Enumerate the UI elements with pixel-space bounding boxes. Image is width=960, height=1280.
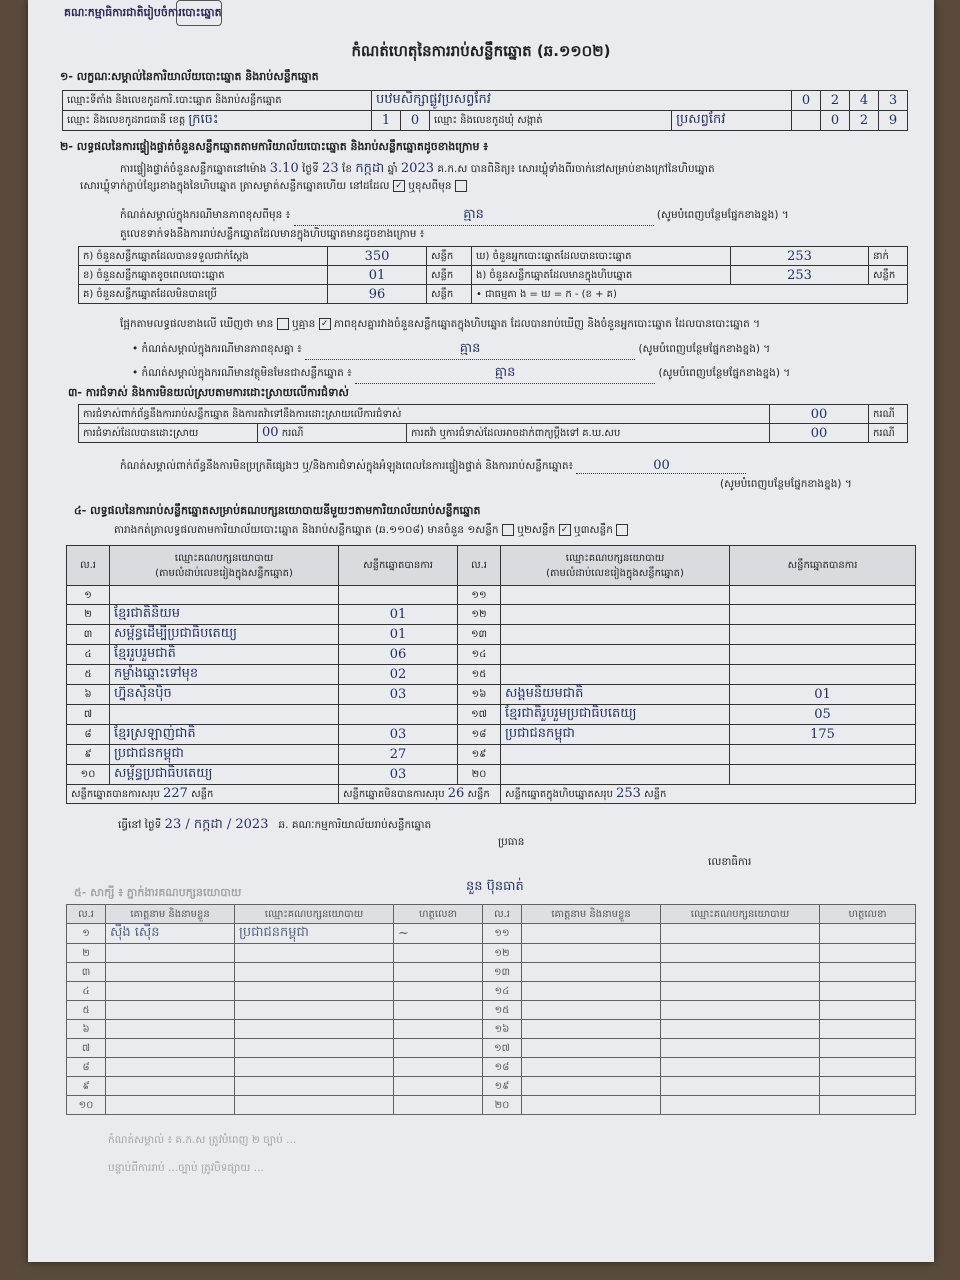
witness-name <box>522 924 661 944</box>
row-number: ១៧ <box>483 1039 522 1058</box>
party-votes: 05 <box>730 705 916 725</box>
station-value: បឋមសិក្សាផ្លូវប្រសព្វកែវ <box>372 91 792 111</box>
province-value: ក្រចេះ <box>188 112 219 127</box>
witness-signature: ~ <box>394 924 483 944</box>
table-row <box>67 586 916 605</box>
row-number: ៦ <box>67 1020 106 1039</box>
station-code-digit: 0 <box>792 91 821 111</box>
row-number: ៥ <box>67 665 110 685</box>
voters-value: 253 <box>731 247 869 266</box>
witness-party <box>235 1039 394 1058</box>
witness-party <box>235 982 394 1001</box>
footer-note-2: បន្ទាប់ពីការរាប់ ...ច្បាប់ ត្រូវបិទផ្សាយ ... <box>108 1162 264 1174</box>
has-difference-checkbox[interactable] <box>277 318 289 330</box>
party-name: សម្ព័ន្ធដើម្បីប្រជាធិបតេយ្យ <box>110 625 339 645</box>
witness-party <box>235 1077 394 1096</box>
witness-name <box>522 1096 661 1115</box>
row-number: ១៤ <box>458 645 501 665</box>
party-votes: 01 <box>339 605 458 625</box>
row-number: ១៣ <box>458 625 501 645</box>
witness-name <box>106 1077 235 1096</box>
row-number: ១១ <box>483 924 522 944</box>
witness-party <box>661 963 820 982</box>
witness-party <box>661 1077 820 1096</box>
verification-time-line: ការផ្ទៀងផ្ទាត់ចំនួនសន្លឹកឆ្នោតនៅម៉ោង 3.10 ថ្ងៃទី 23 ខែ កក្កដា ឆ្នាំ 2023 គ.ក.ស បានពិនិត្យ៖ សោរឃ្លុំទាំងពីរចាក់នៅសម្រាប់ខាងក្រៅនៃហិបឆ្នោត <box>120 161 715 176</box>
station-code-digit: 2 <box>821 91 850 111</box>
witness-party <box>235 1096 394 1115</box>
witness-signature <box>394 963 483 982</box>
table-intro: តួលេខទាក់ទងនឹងការរាប់សន្លឹកឆ្នោតដែលមានក្នុងហិបឆ្នោតមានដូចខាងក្រោម ៖ <box>120 228 425 240</box>
election-form-page <box>28 0 934 1262</box>
ministry-header: គណៈកម្មាធិការជាតិរៀបចំការបោះឆ្នោត <box>64 6 222 19</box>
difference-note: • កំណត់សម្គាល់ក្នុងករណីមានភាពខុសគ្នា ៖ គ្មាន (សូមបំពេញបន្ថែមផ្នែកខាងខ្នង) ។ <box>132 340 770 360</box>
witness-name <box>106 963 235 982</box>
row-number: ២០ <box>483 1096 522 1115</box>
commune-code-digit: 0 <box>821 111 850 131</box>
witness-signature <box>394 1039 483 1058</box>
party-name <box>501 625 730 645</box>
province-code-digit: 1 <box>372 111 401 131</box>
witness-signature <box>820 963 916 982</box>
row-number: ១៨ <box>483 1058 522 1077</box>
witness-signature <box>820 1058 916 1077</box>
party-name <box>501 586 730 605</box>
resolved-value: 00 <box>262 425 279 440</box>
witness-party <box>661 1058 820 1077</box>
party-votes <box>730 765 916 785</box>
party-votes: 03 <box>339 725 458 745</box>
witness-signature <box>394 1096 483 1115</box>
sheet-count-line: តារាងកត់ត្រាលទ្ធផលតាមការិយាល័យបោះឆ្នោត និងរាប់សន្លឹកឆ្នោត (ឆ.១១០៨) មានចំនួន ១សន្លឹក ឬ២សន្លឹក ✓ ឬ៣សន្លឹក <box>114 524 628 539</box>
row-number: ១២ <box>483 944 522 963</box>
two-sheets-checkbox[interactable]: ✓ <box>559 524 571 536</box>
unused-ballots-value: 96 <box>328 285 427 304</box>
unchanged-checkbox[interactable]: ✓ <box>393 180 405 192</box>
witness-row <box>67 1096 916 1115</box>
witness-party <box>235 1020 394 1039</box>
commune-code-digit: 2 <box>850 111 879 131</box>
party-votes: 01 <box>730 685 916 705</box>
commune-code-digit: 9 <box>879 111 908 131</box>
witness-name <box>106 1058 235 1077</box>
witness-party <box>661 1039 820 1058</box>
witness-name <box>522 944 661 963</box>
witness-row <box>67 1020 916 1039</box>
witness-row <box>67 982 916 1001</box>
commune-label: ឈ្មោះ និងលេខកូដឃុំ សង្កាត់ <box>430 111 672 131</box>
table-row <box>67 605 916 625</box>
party-votes: 06 <box>339 645 458 665</box>
secretary-label: លេខាធិការ <box>708 856 752 868</box>
table-row <box>67 725 916 745</box>
party-votes: 01 <box>339 625 458 645</box>
party-name <box>110 705 339 725</box>
party-name: ខ្មែរជាតិរួបរួមប្រជាធិបតេយ្យ <box>501 705 730 725</box>
witness-party <box>235 1058 394 1077</box>
party-name <box>501 665 730 685</box>
witness-party: ប្រជាជនកម្ពុជា <box>235 924 394 944</box>
witness-row <box>67 1039 916 1058</box>
irregularity-hint: (សូមបំពេញបន្ថែមផ្នែកខាងខ្នង) ។ <box>720 478 852 490</box>
witness-row <box>67 944 916 963</box>
witness-signature <box>394 944 483 963</box>
section3-heading: ៣- ការជំទាស់ និងការមិនយល់ស្របតាមការដោះស្រាយលើការជំទាស់ <box>68 386 349 399</box>
objections-value: 00 <box>770 405 869 424</box>
witness-name <box>522 1039 661 1058</box>
party-votes <box>730 586 916 605</box>
province-label: ឈ្មោះ និងលេខកូដរាជធានី ខេត្ត ក្រចេះ <box>63 111 372 131</box>
commune-value: ប្រសព្វកែវ <box>672 111 792 131</box>
row-number: ១០ <box>67 765 110 785</box>
witness-party <box>235 1001 394 1020</box>
row-number: ៣ <box>67 963 106 982</box>
party-name <box>110 586 339 605</box>
party-name: ខ្មែរជាតិនិយម <box>110 605 339 625</box>
party-votes <box>730 605 916 625</box>
row-number: ៨ <box>67 1058 106 1077</box>
witness-name <box>522 1077 661 1096</box>
station-code-digit: 4 <box>850 91 879 111</box>
witness-signature <box>394 1058 483 1077</box>
row-number: ៩ <box>67 1077 106 1096</box>
row-number: ១២ <box>458 605 501 625</box>
witness-name <box>106 982 235 1001</box>
table-row <box>67 745 916 765</box>
witness-name <box>522 982 661 1001</box>
row-number: ១៦ <box>483 1020 522 1039</box>
party-name: ខ្មែរស្រឡាញ់ជាតិ <box>110 725 339 745</box>
witness-signature <box>820 982 916 1001</box>
row-number: ៩ <box>67 745 110 765</box>
party-votes: 27 <box>339 745 458 765</box>
witness-party <box>661 1001 820 1020</box>
party-votes: 03 <box>339 685 458 705</box>
ballots-received-value: 350 <box>328 247 427 266</box>
section4-heading: ៤- លទ្ធផលនៃការរាប់សន្លឹកឆ្នោតសម្រាប់គណបក្សនយោបាយនីមួយៗតាមការិយាល័យរាប់សន្លឹកឆ្នោត <box>74 504 481 517</box>
row-number: ១៤ <box>483 982 522 1001</box>
irregularity-note: កំណត់សម្គាល់ពាក់ព័ន្ធនឹងការមិនប្រក្រតីផ្សេងៗ ឬ/និងការជំទាស់ក្នុងអំឡុងពេលនៃការផ្ទៀងផ្ទាត់ និងការរាប់សន្លឹកឆ្នោត៖ 00 <box>120 458 746 475</box>
witness-signature <box>820 924 916 944</box>
party-votes: 175 <box>730 725 916 745</box>
witness-name <box>106 944 235 963</box>
table-row <box>67 665 916 685</box>
table-row <box>67 765 916 785</box>
row-number: ៣ <box>67 625 110 645</box>
party-name <box>501 765 730 785</box>
party-name: កម្លាំងឆ្ពោះទៅមុខ <box>110 665 339 685</box>
row-number: ១០ <box>67 1096 106 1115</box>
table-row <box>67 625 916 645</box>
witness-party <box>661 1020 820 1039</box>
province-code-digit: 0 <box>401 111 430 131</box>
total-invalid: សន្លឹកឆ្នោតមិនបានការសរុប 26 សន្លឹក <box>339 785 501 804</box>
row-number: ៤ <box>67 982 106 1001</box>
party-votes: 02 <box>339 665 458 685</box>
row-number: ៦ <box>67 685 110 705</box>
witness-name <box>522 963 661 982</box>
witness-party <box>661 924 820 944</box>
table-row <box>67 705 916 725</box>
change-note-line: កំណត់សម្គាល់ក្នុងករណីមានភាពខុសពីមុន ៖ គ្មាន (សូមបំពេញបន្ថែមផ្នែកខាងខ្នង) ។ <box>120 206 789 226</box>
party-votes <box>730 645 916 665</box>
party-name: សម្ព័ន្ធប្រជាធិបតេយ្យ <box>110 765 339 785</box>
station-label: ឈ្មោះទីតាំង និងលេខកូដការិ.បោះឆ្នោត និងរាប់សន្លឹកឆ្នោត <box>63 91 372 111</box>
witness-party <box>661 982 820 1001</box>
witness-name <box>522 1001 661 1020</box>
row-number: ២០ <box>458 765 501 785</box>
party-votes <box>339 586 458 605</box>
witness-name <box>106 1039 235 1058</box>
witness-row <box>67 963 916 982</box>
row-number: ១៥ <box>483 1001 522 1020</box>
row-number: ៧ <box>67 1039 106 1058</box>
objection-table: ការជំទាស់ពាក់ព័ន្ធនឹងការរាប់សន្លឹកឆ្នោត និងការតវ៉ាទៅនឹងការដោះស្រាយលើការជំទាស់ 00 ករណី ការជំទាស់ដែលបានដោះស្រាយ 00 ករណី ការតវ៉ា ឬការជំទាស់ដែលអាចដាក់ពាក្យប្តឹងទៅ គ.ឃ.សប 00 ករណី <box>78 404 908 443</box>
section2-heading: ២- លទ្ធផលនៃការផ្ទៀងផ្ទាត់ចំនួនសន្លឹកឆ្នោតតាមការិយាល័យបោះឆ្នោត និងរាប់សន្លឹកឆ្នោតដូចខាងក្រោម ៖ <box>60 140 489 153</box>
witness-signature <box>820 1001 916 1020</box>
witness-party <box>235 963 394 982</box>
party-name: ប្រជាជនកម្ពុជា <box>110 745 339 765</box>
witness-party <box>235 944 394 963</box>
party-name: ហ្វ៊ុនស៊ិនប៉ិច <box>110 685 339 705</box>
no-difference-checkbox[interactable]: ✓ <box>319 318 331 330</box>
witness-name <box>522 1058 661 1077</box>
party-votes: 03 <box>339 765 458 785</box>
difference-line: ផ្អែកតាមលទ្ធផលខាងលើ ឃើញថា មាន ឬគ្មាន ✓ ភាពខុសគ្នារវាងចំនួនសន្លឹកឆ្នោតក្នុងហិបឆ្នោត ដែលបានរាប់ឃើញ និងចំនួនអ្នកបោះឆ្នោត ដែលបានបោះឆ្នោត ។ <box>120 318 761 330</box>
row-number: ១៣ <box>483 963 522 982</box>
witness-signature <box>394 1001 483 1020</box>
witness-name <box>522 1020 661 1039</box>
witness-name: ស៊ឹង ស៊ើន <box>106 924 235 944</box>
witness-name <box>106 1001 235 1020</box>
party-name <box>501 605 730 625</box>
row-number: ២ <box>67 605 110 625</box>
party-votes <box>730 625 916 645</box>
row-number: ១ <box>67 924 106 944</box>
witness-party <box>661 944 820 963</box>
witness-row <box>67 1077 916 1096</box>
one-sheet-checkbox[interactable] <box>502 524 514 536</box>
footer-note-1: កំណត់សម្គាល់ ៖ គ.ក.ស ត្រូវបំពេញ ២ ច្បាប់ ... <box>108 1134 297 1146</box>
foreign-object-note: • កំណត់សម្គាល់ក្នុងករណីមានវត្ថុមិនមែនជាសន្លឹកឆ្នោត ៖ គ្មាន (សូមបំពេញបន្ថែមផ្នែកខាងខ្នង) ។ <box>132 364 790 384</box>
witness-signature <box>820 1096 916 1115</box>
party-votes <box>730 665 916 685</box>
witness-row <box>67 1058 916 1077</box>
witness-signature <box>394 1020 483 1039</box>
made-at-line: ធ្វើនៅ ថ្ងៃទី 23 / កក្កដា / 2023 ឆ. គណៈកម្មការិយាល័យរាប់សន្លឹកឆ្នោត <box>118 817 432 832</box>
row-number: ១៨ <box>458 725 501 745</box>
witness-name <box>106 1096 235 1115</box>
section5-heading: ៥- សាក្សី ៖ ភ្នាក់ងារគណបក្សនយោបាយ <box>74 886 242 899</box>
total-in-box: សន្លឹកឆ្នោតក្នុងហិបឆ្នោតសរុប 253 សន្លឹក <box>501 785 916 804</box>
party-name <box>501 645 730 665</box>
row-number: ៧ <box>67 705 110 725</box>
witness-name <box>106 1020 235 1039</box>
total-valid: សន្លឹកឆ្នោតបានការសរុប 227 សន្លឹក <box>67 785 339 804</box>
party-votes <box>730 745 916 765</box>
ballots-in-box-value: 253 <box>731 266 869 285</box>
three-sheets-checkbox[interactable] <box>616 524 628 536</box>
witness-signature <box>820 1077 916 1096</box>
row-number: ៨ <box>67 725 110 745</box>
witness-party <box>661 1096 820 1115</box>
witness-signature <box>394 1077 483 1096</box>
party-votes <box>339 705 458 725</box>
party-name: ខ្មែររួបរួមជាតិ <box>110 645 339 665</box>
seal-check-line: សោរឃ្លុំទាក់ភ្ជាប់ខ្សែរខាងក្នុងនៃហិបឆ្នោត ត្រាសម្ងាត់សន្លឹកឆ្នោតហើយ នៅដដែល ✓ ឬខុសពីមុន <box>80 180 467 195</box>
table-row <box>67 685 916 705</box>
row-number: ១៧ <box>458 705 501 725</box>
row-number: ៥ <box>67 1001 106 1020</box>
party-name <box>501 745 730 765</box>
form-title: កំណត់ហេតុនៃការរាប់សន្លឹកឆ្នោត (ឆ.១១០២) <box>351 42 611 60</box>
table-row <box>67 645 916 665</box>
ballot-count-table: ក) ចំនួនសន្លឹកឆ្នោតដែលបានទទួលជាក់ស្តែង 350 សន្លឹក ឃ) ចំនួនអ្នកបោះឆ្នោតដែលបានបោះឆ្នោត 253 នាក់ ខ) ចំនួនសន្លឹកឆ្នោតខូចពេលបោះឆ្នោត 01 សន្លឹក ង) ចំនួនសន្លឹកឆ្នោតដែលមានក្នុងហិបឆ្នោត 253 សន្លឹក គ) ចំនួនសន្លឹកឆ្នោតដែលមិនបានប្រើ 96 សន្លឹក • ជាធម្មតា ង = ឃ = ក - (ខ + គ) <box>78 246 908 304</box>
party-results-table: ល.រ ឈ្មោះគណបក្សនយោបាយ (តាមលំដាប់លេខរៀងក្នុងសន្លឹកឆ្នោត) សន្លឹកឆ្នោតបានការ ល.រ ឈ្មោះគណបក្សនយោបាយ (តាមលំដាប់លេខរៀងក្នុងសន្លឹកឆ្នោត) សន្លឹកឆ្នោតបានការ ១ ១១ ២ ខ្មែរជាតិនិយម 01 ១២ ៣ សម្ព័ន្ធដើម្បីប្រជាធិបតេយ្យ 01 ១៣ ៤ ខ្មែររួបរួមជាតិ 06 ១៤ ៥ កម្លាំងឆ្ពោះទៅមុខ 02 ១៥ ៦ ហ្វ៊ុនស៊ិនប៉ិច 03 ១៦ សង្គមនិយមជាតិ 01 ៧ ១៧ ខ្មែរជាតិរួបរួមប្រជាធិបតេយ្យ 05 ៨ ខ្មែរស្រឡាញ់ជាតិ 03 ១៨ ប្រជាជនកម្ពុជា 175 ៩ ប្រជាជនកម្ពុជា 27 ១៩ ១០ សម្ព័ន្ធប្រជាធិបតេយ្យ 03 ២០ សន្លឹកឆ្នោតបានការសរុប 227 សន្លឹក សន្លឹកឆ្នោតមិនបានការសរុប 26 សន្លឹក សន្លឹកឆ្នោតក្នុងហិបឆ្នោតសរុប 253 សន្លឹក <box>66 545 916 804</box>
witness-signature <box>394 982 483 1001</box>
row-number: ១៩ <box>458 745 501 765</box>
chief-label: ប្រធាន <box>498 836 525 848</box>
section1-heading: ១- លក្ខណៈសម្គាល់នៃការិយាល័យបោះឆ្នោត និងរាប់សន្លឹកឆ្នោត <box>60 70 319 83</box>
row-number: ១ <box>67 586 110 605</box>
changed-checkbox[interactable] <box>455 180 467 192</box>
row-number: ៤ <box>67 645 110 665</box>
row-number: ១៥ <box>458 665 501 685</box>
section1-table <box>62 90 908 131</box>
row-number: ១៦ <box>458 685 501 705</box>
station-code-digit: 3 <box>879 91 908 111</box>
appeal-value: 00 <box>770 424 869 443</box>
formula: • ជាធម្មតា ង = ឃ = ក - (ខ + គ) <box>472 285 908 304</box>
row-number: ១៩ <box>483 1077 522 1096</box>
witness-row <box>67 924 916 944</box>
witness-row <box>67 1001 916 1020</box>
witness-signature <box>820 1039 916 1058</box>
party-name: សង្គមនិយមជាតិ <box>501 685 730 705</box>
witness-table: ល.រ គោត្តនាម និងនាមខ្លួន ឈ្មោះគណបក្សនយោបាយ ហត្ថលេខា ល.រ គោត្តនាម និងនាមខ្លួន ឈ្មោះគណបក្សនយោបាយ ហត្ថលេខា ១ ស៊ឹង ស៊ើន ប្រជាជនកម្ពុជា ~ ១១ ២ ១២ ៣ ១៣ ៤ ១៤ ៥ ១៥ ៦ ១៦ ៧ ១៧ ៨ ១៨ ៩ ១៩ ១០ ២០ <box>66 904 916 1115</box>
party-name: ប្រជាជនកម្ពុជា <box>501 725 730 745</box>
witness-signature <box>820 944 916 963</box>
row-number: ១១ <box>458 586 501 605</box>
spoiled-ballots-value: 01 <box>328 266 427 285</box>
row-number: ២ <box>67 944 106 963</box>
chief-name: នួន ប៊ុនធាត់ <box>466 879 524 894</box>
witness-signature <box>820 1020 916 1039</box>
